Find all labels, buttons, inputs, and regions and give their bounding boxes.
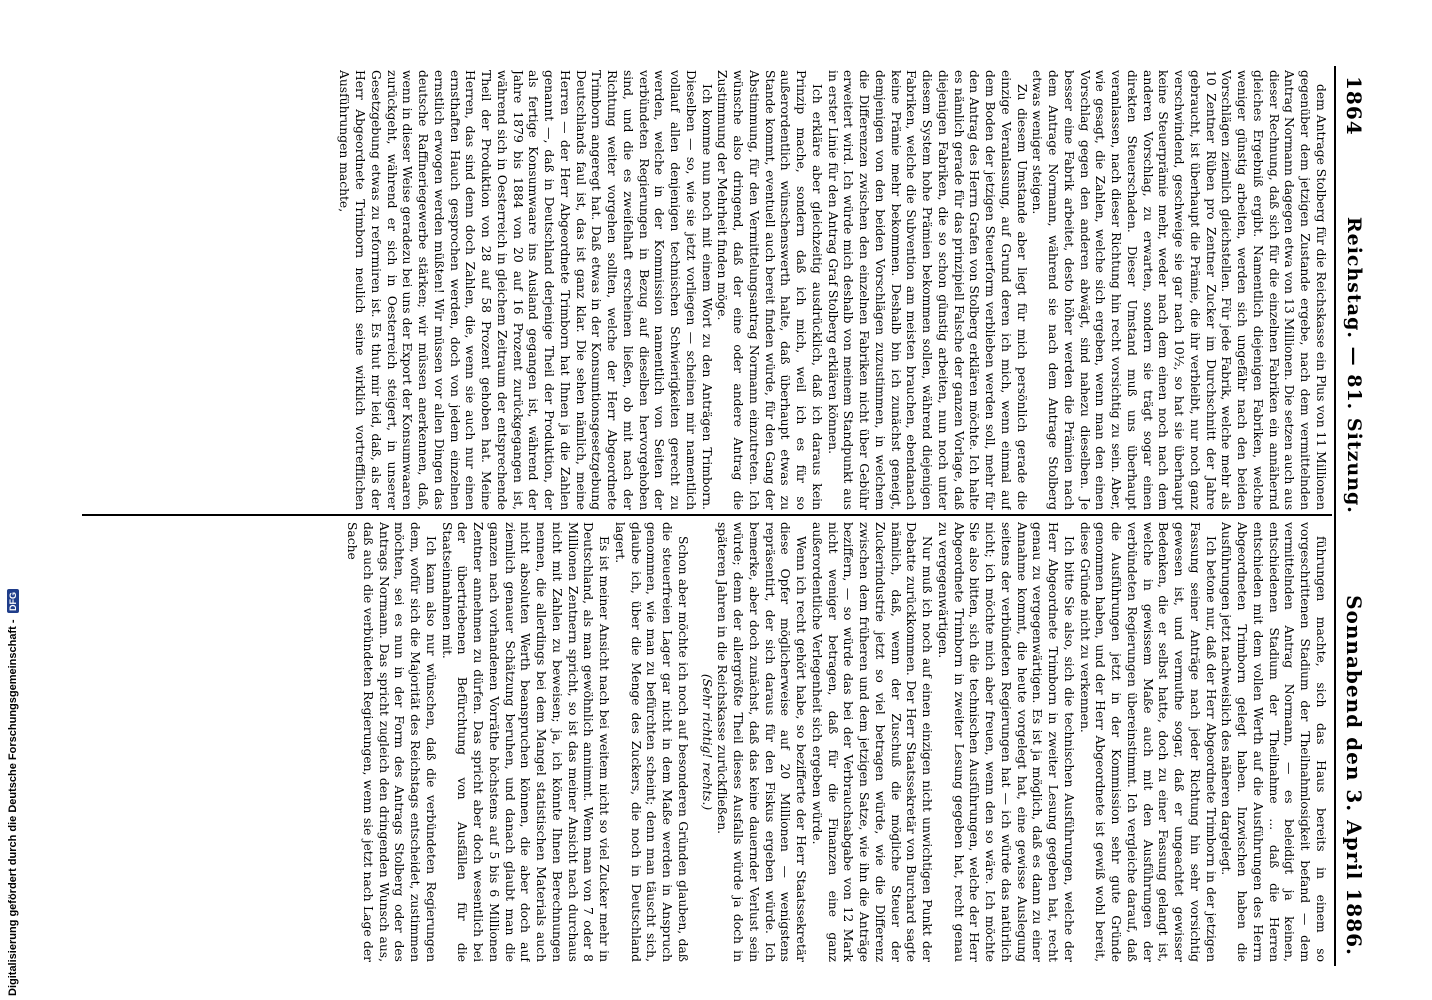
text-column-left [82, 70, 1328, 510]
paragraph: Ich kann also nur wünschen, daß die verbündeten Regierungen dem, wofür sich die Majorität des Reichstags entscheidet, zustimmen möchten, sei es nun in der Form des Antrags Stolberg oder des Antrags Normann. Das spricht zugleich den dringenden Wunsch aus, daß auch die verbündeten Regierungen, wenn sie jetzt nach Lage der Sache [345, 522, 438, 962]
text-column-right [82, 522, 1328, 962]
paragraph: Ich bitte Sie also, sich die technischen Ausführungen, welche der Herr Abgeordnete Trimborn in zweiter Lesung gegeben hat, recht genau zu vergegenwärtigen. Es ist ja möglich, daß es dann zu einer Annahme kommt, die heute vorgelegt hat, eine gewisse Auslegung seitens der verbündeten Regierungen hat — ich würde das natürlich nicht; ich möchte mich aber freuen, wenn den so wäre. Ich möchte Sie also bitten, sich die technischen Ausführungen, welche der Herr Abgeordnete Trimborn in zweiter Lesung gegeben hat, recht genau zu vergegenwärtigen. [936, 522, 1076, 962]
footer-funding-line [4, 16, 22, 996]
paragraph: Schon aber möchte ich noch auf besonderen Gründen glauben, daß die steuerfreien Lager gar nicht in dem Maße werden in Anspruch genommen, wie man zu befürchten scheint; denn man täuscht sich, glaube ich, über die Menge des Zuckers, die noch in Deutschland lagert. [613, 522, 690, 962]
newspaper-page [82, 66, 1372, 966]
paragraph: Ich betone nur, daß der Herr Abgeordnete Trimborn in der jetzigen Fassung seiner Anträge nach jeder Richtung hin sehr vorsichtig gewesen ist, und vermuthe sogar, daß er ungeachtet gewisser Bedenken, die er selbst hatte, doch zu einer Fassung gelangt ist, welche in gewissem Maße auch mit den Ausführungen der verbündeten Regierungen übereinstimmt. Ich vergleiche darauf, daß die Ausführungen jetzt in der Kommission sehr gute Gründe genommen haben, und der Herr Abgeordnete ist gewiß wohl bereit, diese Gründe nicht zu verkennen. [1077, 522, 1218, 962]
paragraph: Nur muß ich noch auf einen einzigen nicht unwichtigen Punkt der Debatte zurückkommen. Der Herr Staatssekretär von Burchard sagte nämlich, daß, wenn der Zuschuß die mögliche Steuer der Zuckerindustrie jetzt so viel betragen würde, wie die Differenz zwischen dem früheren und dem jetzigen Satze, wie ihn die Anträge beziffern, — so würde das bei der Verbrauchsabgabe von 12 Mark nicht weniger betragen, daß für die Finanzen eine ganz außerordentliche Verlegenheit sich ergeben würde. [810, 522, 935, 962]
paragraph: führungen machte, sich das Haus bereits in einem so vorgeschrittenen Stadium der Theilnahmlosigkeit befand — dem vermittelnden Antrag Normann, — es beleidigt ja keinen, entschiedenen Stadium der Theilnahme ... daß die Herren entschieden mit dem vollen Werth auf die Ausführungen des Herrn Abgeordneten Trimborn gelegt haben. Inzwischen haben die Ausführungen jetzt nachweislich des näheren dargelegt. [1219, 522, 1328, 962]
page-header [1334, 66, 1372, 966]
page-date: Sonnabend den 3. April 1886. [1342, 595, 1366, 956]
paragraph: dem Antrage Stolberg für die Reichskasse ein Plus von 11 Millionen gegenüber dem jetzigen Zustande ergebe, nach dem vermittelnden Antrag Normann dagegen etwa von 13 Millionen. Die setzen auch aus dieser Rechnung, daß sich für die einzelnen Fabriken ein annähernd gleiches Ergebniß ergibt. Namentlich diejenigen Fabriken, welche weniger günstig arbeiten, werden sich ungefähr nach den beiden Vorschlägen ziemlich gleichstellen. Für jede Fabrik, welche mehr als 10 Zentner Rüben pro Zentner Zucker im Durchschnitt der Jahre gebraucht, ist überhaupt die Prämie, die ihr verbleibt, nur noch ganz verschwindend, geschweige sie gar nach 10½, so hat sie überhaupt keine Steuerprämie mehr, weder nach dem einen noch nach dem anderen Vorschlag, zu erwarten, sondern sie trägt sogar einen direkten Steuerschaden. Dieser Umstand muß uns überhaupt veranlassen, nach dieser Richtung hin recht vorsichtig zu sein. Aber, wie gesagt, die Zahlen, welche sich ergeben, wenn man den einen Vorschlag gegen den anderen abwägt, sind nahezu dieselben. Je besser eine Fabrik arbeitet, desto höher werden die Prämien nach dem Antrage Normann, während sie nach dem Antrage Stolberg etwas weniger steigen. [1030, 70, 1328, 510]
interjection: (Sehr richtig! rechts.) [699, 673, 714, 811]
paragraph: Wenn ich recht gehört habe, so bezifferte der Herr Staatssekretär diese Opfer möglicherweise auf 20 Millionen — wenigstens repräsentirt, der sich daraus für den Fiskus ergeben würde. Ich bemerke, aber doch zunächst, daß das keine dauernder Verlust sein würde; denn der allergrößte Theil dieses Ausfalls würde ja doch in späteren Jahren in die Reichskasse zurückfließen. [715, 522, 809, 962]
footer-strip [0, 0, 26, 1000]
paragraph: Es ist meiner Ansicht nach bei weitem nicht so viel Zucker mehr in Deutschland, als man gewöhnlich annimmt. Wenn man von 7 oder 8 Millionen Zentnern spricht, so ist das meiner Ansicht nach durchaus nicht mit Zahlen zu beweisen; ja, ich könnte Ihnen Berechnungen nennen, die allerdings bei dem Mangel statistischen Materials auch nicht absoluten Werth beanspruchen können, die aber doch auf ziemlich genauer Schätzung beruhen, und danach glaubt man die ganzen nach vorhandenen Vorräthe höchstens auf 5 bis 6 Millionen Zentner annehmen zu dürfen. Das spricht aber doch wesentlich bei der übertriebenen Befürchtung von Ausfällen für die Staatseinnahmen mit. [439, 522, 612, 962]
paragraph: Ich komme nun noch mit einem Wort zu den Anträgen Trimborn. Dieselben — so, wie sie jetzt vorliegen — scheinen mir namentlich vollauf allen denjenigen technischen Schwierigkeiten gerecht zu werden, welche in der Kommission namentlich von Seiten der verbündeten Regierungen in Bezug auf dieselben hervorgehoben sind, und die es zweifelhaft erscheinen ließen, ob mit nach der Richtung weiter vorgehen sollten, welche der Herr Abgeordnete Trimborn angeregt hat. Daß etwas in der Konsumtionsgesetzgebung Deutschlands faul ist, das ist ganz klar. Die sehen nämlich, meine Herren — der Herr Abgeordnete Trimborn hat Ihnen ja die Zahlen genannt —, daß in Deutschland derjenige Theil der Produktion, der als fertige Konsumwaare ins Ausland gegangen ist, während der Jahre 1879 bis 1884 von 20 auf 16 Prozent zurückgegangen ist, während sich in Oesterreich in gleichem Zeitraum der entsprechende Theil der Produktion von 28 auf 58 Prozent gehoben hat. Meine Herren, das sind denn doch Zahlen, die, wenn sie auch nur einen ernsthaften Hauch gesprochen werden, doch von jedem einzelnen ernstlich erwogen werden müßten! Wir müssen vor allen Dingen das deutsche Raffineriegewerbe stärken; wir müssen anerkennen, daß, wenn in dieser Weise geradezu bei uns der Export der Konsumwaaren zurückgeht, während er sich in Oesterreich steigert, in unserer Gesetzgebung etwas zu reformiren ist. Es thut mir leid, daß, als der Herr Abgeordnete Trimborn neulich seine wirklich vortrefflichen Ausführungen machte, [337, 70, 714, 510]
paragraph: Ich erkläre aber gleichzeitig ausdrücklich, daß ich daraus kein Prinzip mache, sondern daß ich mich, weil ich es für so außerordentlich wünschenswerth halte, daß überhaupt etwas zu Stande kommt, eventuell auch bereit finden würde, für den Gang der Abstimmung, für den Vermittelungsantrag Normann einzutreten. Ich wünsche also dringend, daß der eine oder andere Antrag die Zustimmung der Mehrheit finden möge. [715, 70, 824, 510]
dfg-logo: DFG [7, 589, 19, 613]
column-divider [82, 514, 1332, 516]
page-title: Reichstag. — 81. Sitzung. [1343, 216, 1365, 514]
page-number: 1864 [1342, 76, 1366, 136]
funding-text: Digitalisierung gefördert durch die Deutsche Forschungsgemeinschaft - [7, 619, 19, 996]
paragraph: Zu diesem Umstande aber liegt für mich persönlich gerade die einzige Veranlassung, auf Grund deren ich mich, wenn einmal auf dem Boden der jetzigen Steuerform verblieben werden soll, mehr für den Antrag des Herrn Grafen von Stolberg erklären möchte. Ich halte es nämlich gerade für das prinzipiell Falsche der ganzen Vorlage, daß diejenigen Fabriken, die so schon günstig arbeiten, nun noch unter diesem System hohe Prämien bekommen sollen, während diejenigen Fabriken, welche die Subvention am meisten brauchen, ebendanach keine Prämie mehr bekommen. Deshalb bin ich zunächst geneigt, demjenigen von den beiden Vorschlägen zuzustimmen, in welchem die Differenzen zwischen den einzelnen Fabriken nicht über Gebühr erweitert wird. Ich würde mich deshalb von meinem Standpunkt aus in erster Linie für den Antrag Graf Stolberg erklären können. [825, 70, 1029, 510]
